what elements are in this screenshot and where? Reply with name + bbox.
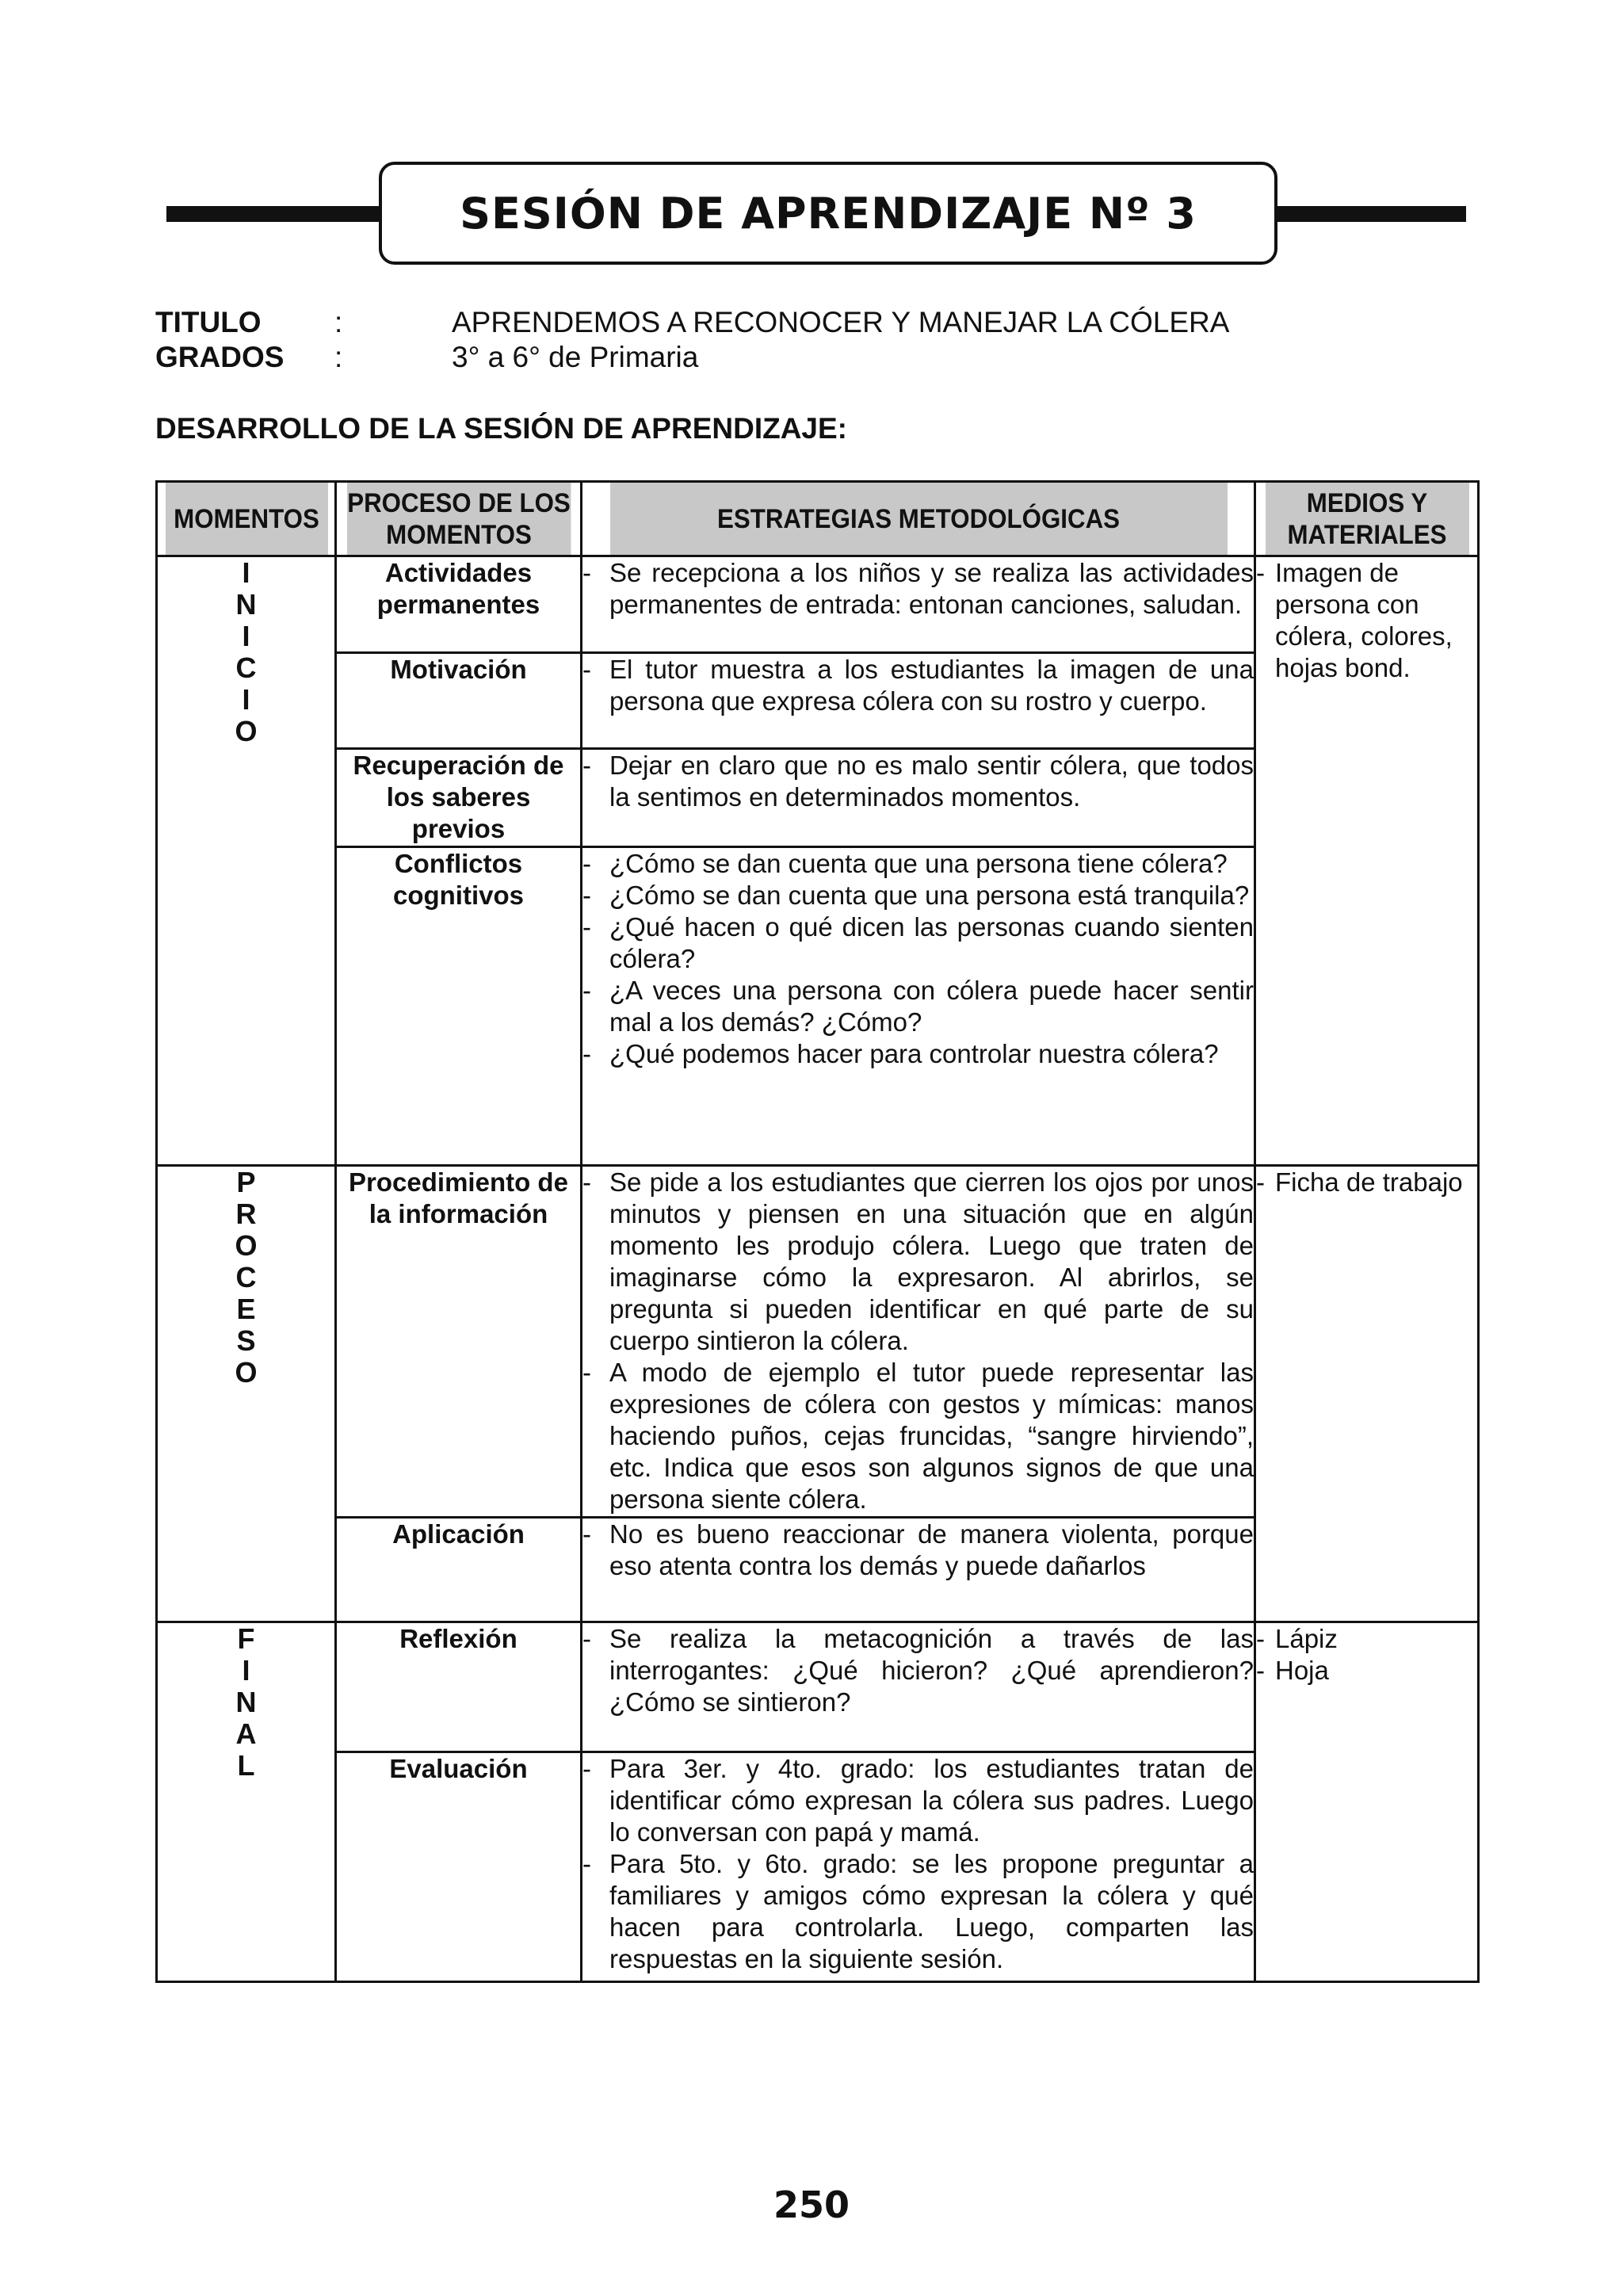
momento-letter: A: [235, 1717, 257, 1750]
title-banner: [166, 162, 1466, 263]
material-text: Imagen de persona con cólera, colores, hojas bond.: [1275, 558, 1453, 682]
list-item-text: A modo de ejemplo el tutor puede representar las expresiones de cólera con gestos y mímicas: manos haciendo puños, cejas fruncidas, “sangre hirviendo”, etc. Indica que esos son algunos signos de que una persona siente cólera.: [609, 1358, 1254, 1514]
list-item: [582, 911, 1254, 975]
momento-letter: I: [242, 1654, 250, 1687]
estrategia-cell: [582, 847, 1255, 1166]
momento-letter: O: [235, 1229, 258, 1262]
header-momentos: MOMENTOS: [164, 482, 329, 556]
material-text: Hoja: [1275, 1656, 1329, 1685]
momento-letter: F: [237, 1622, 255, 1655]
medios-cell: [1255, 556, 1479, 1166]
list-item-text: Se pide a los estudiantes que cierren los ojos por unos minutos y piensen en una situación que en algún momento les produjo cólera. Luego que traten de imaginarse cómo la expresaron. Al abrirlos, se pregunta si pueden identificar en qué parte de su cuerpo sintieron la cólera.: [609, 1167, 1254, 1355]
title-box: [379, 162, 1277, 265]
list-item: [582, 880, 1254, 911]
list-item-text: Se recepciona a los niños y se realiza las actividades permanentes de entrada: entonan canciones, saludan.: [609, 558, 1254, 619]
list-item-text: El tutor muestra a los estudiantes la imagen de una persona que expresa cólera con su rostro y cuerpo.: [609, 655, 1254, 716]
proceso-cell: Reflexión: [336, 1622, 582, 1752]
material-item: [1256, 1655, 1477, 1687]
estrategia-cell: [582, 653, 1255, 749]
momento-letter: E: [236, 1293, 256, 1325]
material-text: Lápiz: [1275, 1624, 1338, 1653]
momento-proceso: [157, 1166, 336, 1622]
list-item-text: Se realiza la metacognición a través de las interrogantes: ¿Qué hicieron? ¿Qué aprendieron? ¿Cómo se sintieron?: [609, 1624, 1254, 1717]
bullet-dash: -: [582, 976, 591, 1005]
bullet-dash: -: [1256, 1167, 1265, 1197]
estrategia-cell: [582, 1166, 1255, 1518]
table-header-row: [157, 482, 1479, 556]
list-item: [582, 654, 1254, 717]
momento-letter: O: [235, 1356, 258, 1389]
momento-final: [157, 1622, 336, 1982]
medios-cell: [1255, 1622, 1479, 1982]
bullet-dash: -: [582, 558, 591, 587]
list-item: [582, 975, 1254, 1038]
list-item: [582, 1753, 1254, 1848]
bullet-dash: -: [582, 1519, 591, 1549]
momento-letter: C: [235, 1261, 257, 1293]
bullet-dash: -: [582, 849, 591, 878]
table-row: [157, 556, 1479, 653]
list-item: [582, 750, 1254, 813]
list-item: [582, 557, 1254, 621]
table-row: [157, 1622, 1479, 1752]
page-number: 250: [773, 2183, 850, 2226]
bullet-dash: -: [582, 881, 591, 910]
list-item: [582, 1623, 1254, 1718]
proceso-cell: Actividades permanentes: [336, 556, 582, 653]
bullet-dash: -: [582, 751, 591, 780]
bullet-dash: -: [582, 1167, 591, 1197]
bullet-dash: -: [582, 912, 591, 942]
bullet-dash: -: [582, 1849, 591, 1878]
header-proceso: PROCESO DE LOS MOMENTOS: [346, 482, 571, 556]
bullet-dash: -: [582, 1358, 591, 1387]
material-item: [1256, 557, 1477, 684]
momento-letter: L: [237, 1749, 255, 1782]
momento-letter: S: [236, 1324, 256, 1357]
momento-letters: [235, 557, 257, 747]
momento-letter: R: [235, 1198, 257, 1230]
momento-letter: I: [242, 683, 250, 716]
estrategia-cell: [582, 556, 1255, 653]
proceso-cell: Conflictos cognitivos: [336, 847, 582, 1166]
session-table: [155, 480, 1480, 1983]
proceso-cell: Motivación: [336, 653, 582, 749]
table-row: [157, 1166, 1479, 1518]
meta-value: 3° a 6° de Primaria: [452, 341, 699, 373]
material-item: [1256, 1623, 1477, 1655]
section-title: DESARROLLO DE LA SESIÓN DE APRENDIZAJE:: [155, 412, 848, 445]
list-item-text: ¿Qué podemos hacer para controlar nuestra cólera?: [609, 1039, 1219, 1068]
momento-letter: O: [235, 715, 258, 747]
meta-key: GRADOS: [155, 341, 285, 373]
list-item-text: Para 3er. y 4to. grado: los estudiantes tratan de identificar cómo expresan la cólera sus padres. Luego lo conversan con papá y mamá.: [609, 1754, 1254, 1847]
bullet-dash: -: [582, 1754, 591, 1783]
estrategia-cell: [582, 1752, 1255, 1982]
momento-letter: C: [235, 651, 257, 684]
momento-letter: P: [236, 1166, 256, 1198]
list-item: [582, 1519, 1254, 1582]
meta-colon: :: [334, 306, 343, 338]
material-item: [1256, 1167, 1477, 1198]
list-item-text: ¿Cómo se dan cuenta que una persona tiene cólera?: [609, 849, 1228, 878]
medios-cell: [1255, 1166, 1479, 1622]
list-item-text: ¿Cómo se dan cuenta que una persona está tranquila?: [609, 881, 1250, 910]
momento-inicio: [157, 556, 336, 1166]
header-estrategias: ESTRATEGIAS METODOLÓGICAS: [609, 482, 1228, 556]
list-item: [582, 848, 1254, 880]
momento-letter: N: [235, 1686, 257, 1718]
bullet-dash: -: [582, 1039, 591, 1068]
bullet-dash: -: [1256, 1656, 1265, 1685]
material-text: Ficha de trabajo: [1275, 1167, 1463, 1197]
bullet-dash: -: [582, 1624, 591, 1653]
meta-key: TITULO: [155, 306, 262, 338]
page-title: SESIÓN DE APRENDIZAJE Nº 3: [460, 188, 1197, 239]
list-item-text: Para 5to. y 6to. grado: se les propone preguntar a familiares y amigos cómo expresan la cólera y qué hacen para controlarla. Luego, comparten las respuestas en la siguiente sesión.: [609, 1849, 1254, 1973]
proceso-cell: Procedimiento de la información: [336, 1166, 582, 1518]
title-rule-left: [166, 206, 388, 222]
list-item-text: Dejar en claro que no es malo sentir cólera, que todos la sentimos en determinados momentos.: [609, 751, 1254, 812]
estrategia-cell: [582, 1622, 1255, 1752]
momento-letter: I: [242, 556, 250, 589]
header-medios: MEDIOS Y MATERIALES: [1264, 482, 1469, 556]
list-item: [582, 1357, 1254, 1515]
meta-value: APRENDEMOS A RECONOCER Y MANEJAR LA CÓLERA: [452, 306, 1230, 338]
proceso-cell: Recuperación de los saberes previos: [336, 749, 582, 847]
momento-letters: [235, 1167, 257, 1389]
momento-letter: N: [235, 588, 257, 621]
list-item: [582, 1038, 1254, 1070]
list-item-text: ¿A veces una persona con cólera puede hacer sentir mal a los demás? ¿Cómo?: [609, 976, 1254, 1037]
bullet-dash: -: [1256, 1624, 1265, 1653]
momento-letter: I: [242, 620, 250, 652]
estrategia-cell: [582, 749, 1255, 847]
meta-colon: :: [334, 341, 343, 373]
list-item-text: No es bueno reaccionar de manera violenta, porque eso atenta contra los demás y puede dañarlos: [609, 1519, 1254, 1580]
proceso-cell: Evaluación: [336, 1752, 582, 1982]
list-item: [582, 1848, 1254, 1975]
bullet-dash: -: [1256, 558, 1265, 587]
title-rule-right: [1268, 206, 1466, 222]
bullet-dash: -: [582, 655, 591, 684]
momento-letters: [236, 1623, 257, 1782]
estrategia-cell: [582, 1518, 1255, 1622]
list-item-text: ¿Qué hacen o qué dicen las personas cuando sienten cólera?: [609, 912, 1254, 973]
proceso-cell: Aplicación: [336, 1518, 582, 1622]
list-item: [582, 1167, 1254, 1357]
